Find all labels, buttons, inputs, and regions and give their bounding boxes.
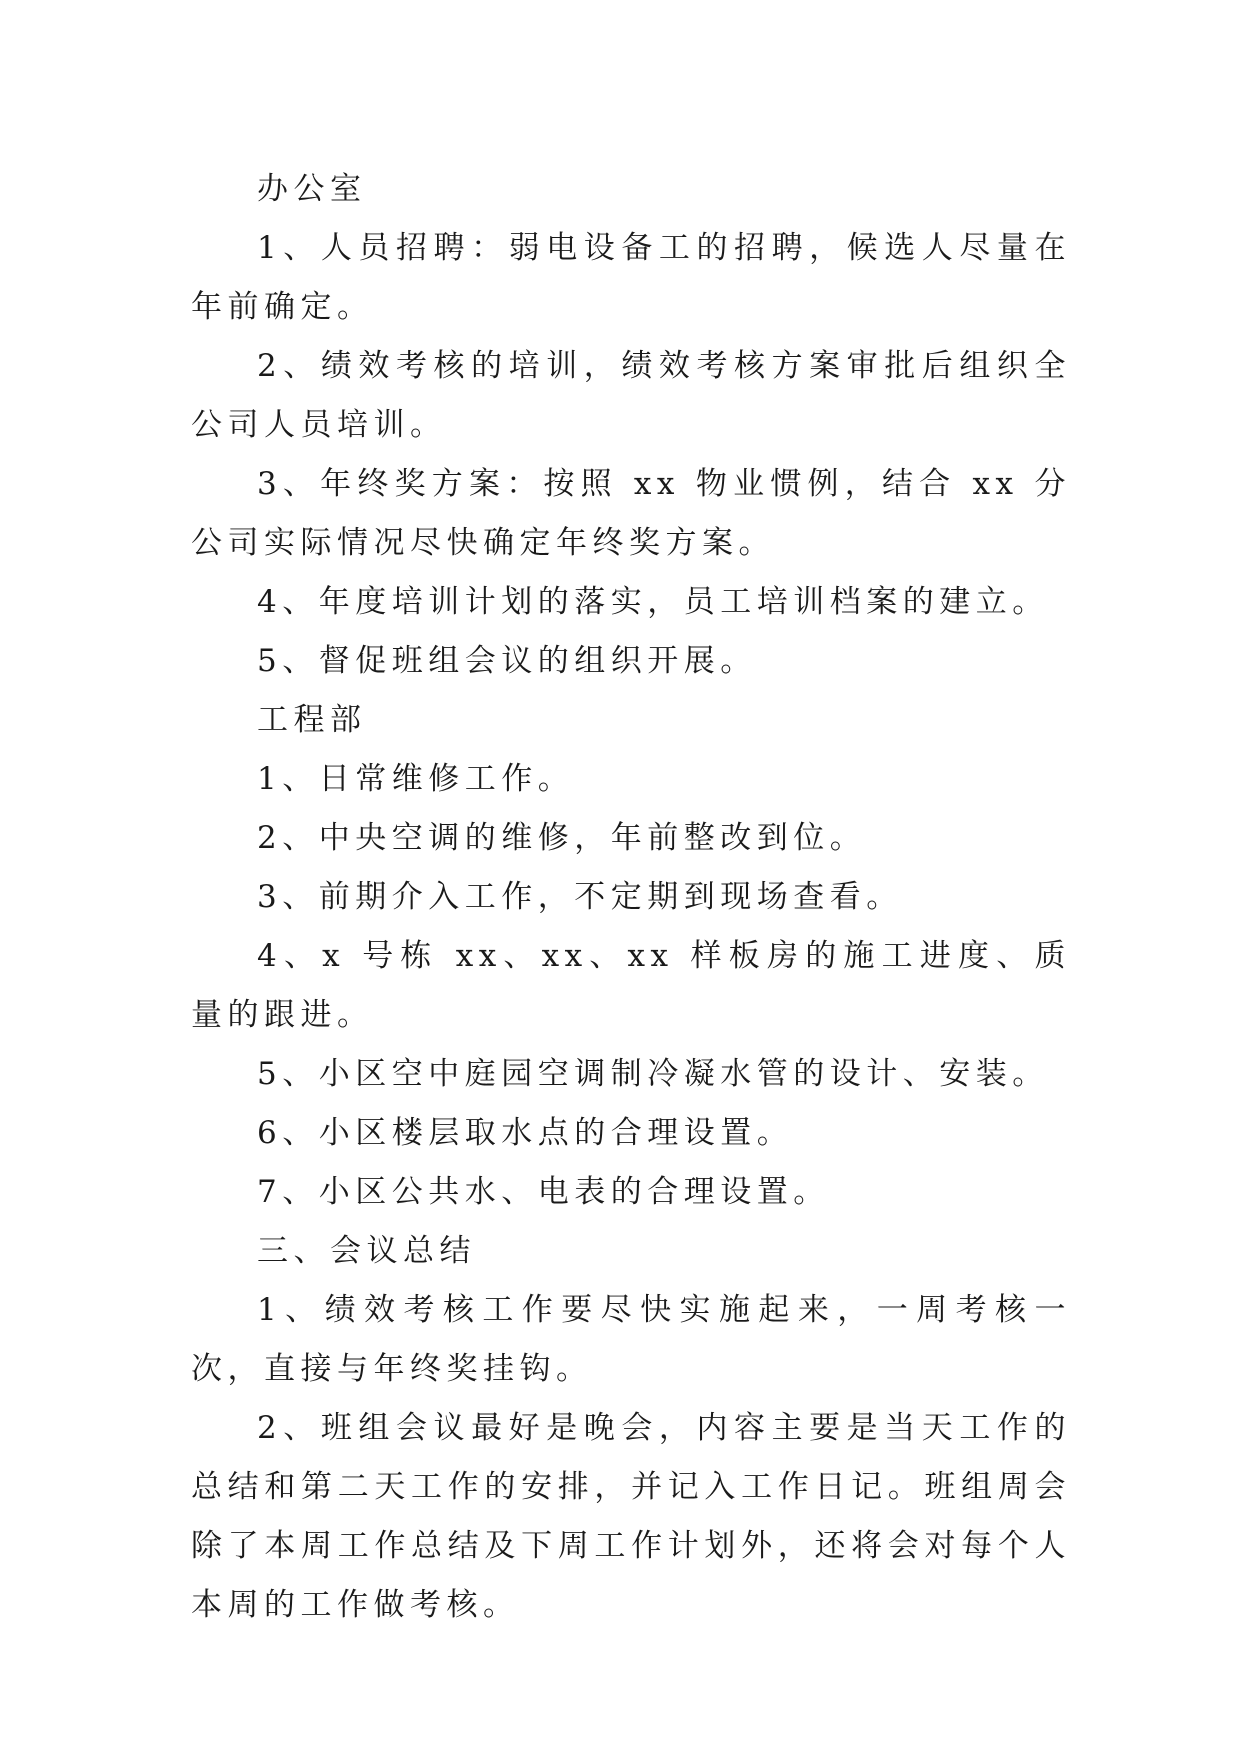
- engineering-item-3: 3、前期介入工作，不定期到现场查看。: [257, 879, 903, 915]
- section-heading-summary: 三、会议总结: [257, 1233, 476, 1269]
- office-item-2: 2、绩效考核的培训，绩效考核方案审批后组织全公司人员培训。: [191, 348, 1071, 443]
- office-item-1: 1、人员招聘：弱电设备工的招聘，候选人尽量在年前确定。: [191, 230, 1071, 325]
- engineering-item-4: 4、x 号栋 xx、xx、xx 样板房的施工进度、质量的跟进。: [191, 938, 1071, 1033]
- section-heading-office: 办公室: [257, 171, 367, 207]
- summary-item-1: 1、绩效考核工作要尽快实施起来，一周考核一次，直接与年终奖挂钩。: [191, 1292, 1071, 1387]
- engineering-item-5: 5、小区空中庭园空调制冷凝水管的设计、安装。: [257, 1056, 1049, 1092]
- section-heading-engineering: 工程部: [257, 702, 367, 738]
- office-item-4: 4、年度培训计划的落实，员工培训档案的建立。: [257, 584, 1049, 620]
- engineering-item-6: 6、小区楼层取水点的合理设置。: [257, 1115, 794, 1151]
- document-body: [191, 160, 1071, 1635]
- summary-item-2: 2、班组会议最好是晚会，内容主要是当天工作的总结和第二天工作的安排，并记入工作日记。班组周会除了本周工作总结及下周工作计划外，还将会对每个人本周的工作做考核。: [191, 1410, 1071, 1623]
- office-item-3: 3、年终奖方案：按照 xx 物业惯例，结合 xx 分公司实际情况尽快确定年终奖方案。: [191, 466, 1071, 561]
- office-item-5: 5、督促班组会议的组织开展。: [257, 643, 757, 679]
- engineering-item-7: 7、小区公共水、电表的合理设置。: [257, 1174, 830, 1210]
- engineering-item-1: 1、日常维修工作。: [257, 761, 575, 797]
- engineering-item-2: 2、中央空调的维修，年前整改到位。: [257, 820, 867, 856]
